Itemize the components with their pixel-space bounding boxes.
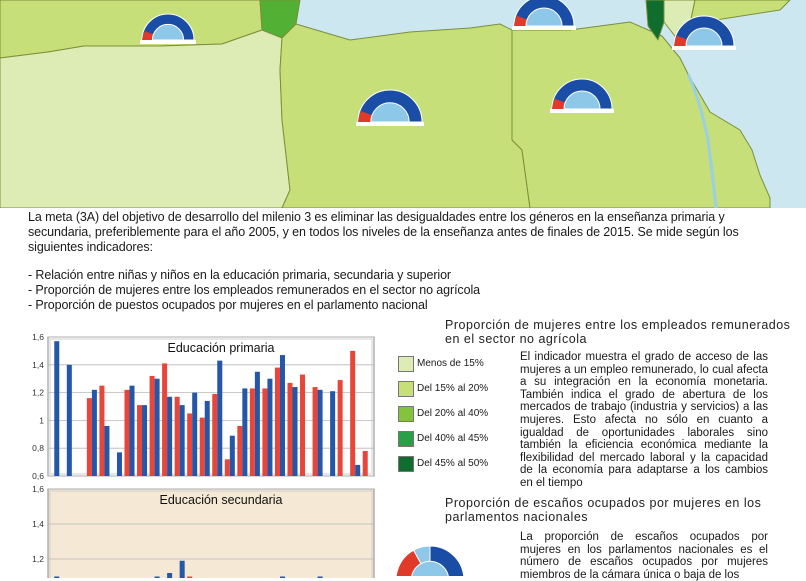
bar bbox=[104, 426, 109, 476]
primary-education-chart bbox=[4, 322, 380, 482]
region-map bbox=[0, 0, 806, 208]
indicator-item: - Proporción de mujeres entre los empleados remunerados en el sector no agrícola bbox=[28, 283, 480, 297]
bar bbox=[237, 426, 242, 476]
bar bbox=[99, 386, 104, 476]
secondary-education-chart bbox=[4, 478, 380, 578]
region-algeria bbox=[0, 30, 290, 208]
legend-label: Del 20% al 40% bbox=[417, 408, 489, 419]
bar bbox=[267, 379, 272, 476]
bar bbox=[280, 355, 285, 476]
chart-title: Educación primaria bbox=[167, 341, 275, 355]
bar bbox=[262, 388, 267, 476]
bar bbox=[217, 361, 222, 476]
legend-item bbox=[398, 456, 512, 472]
bar bbox=[67, 365, 72, 476]
bar bbox=[212, 394, 217, 476]
bar bbox=[87, 398, 92, 476]
bar bbox=[313, 387, 318, 476]
bar bbox=[338, 380, 343, 476]
bar bbox=[280, 577, 285, 579]
bar bbox=[155, 577, 160, 579]
legend-swatch bbox=[398, 406, 414, 422]
bar bbox=[167, 397, 172, 476]
bar bbox=[187, 413, 192, 476]
tick-label: 1,4 bbox=[32, 359, 44, 370]
legend-item bbox=[398, 431, 512, 447]
bar bbox=[92, 390, 97, 476]
legend-label: Del 15% al 20% bbox=[417, 383, 489, 394]
bar bbox=[162, 363, 167, 476]
parliament-description: La proporción de escaños ocupados por mujeres en los parlamentos nacionales es el número de escaños ocupados por mujeres miembros de la cámara única o baja de los bbox=[520, 531, 768, 581]
indicator-item: - Proporción de puestos ocupados por mujeres en el parlamento nacional bbox=[28, 298, 428, 312]
bar bbox=[293, 387, 298, 476]
bar bbox=[124, 390, 129, 476]
plot-area bbox=[48, 337, 374, 476]
legend-label: Del 40% al 45% bbox=[417, 433, 489, 444]
intro-text bbox=[28, 210, 776, 313]
bar bbox=[155, 379, 160, 476]
bar bbox=[200, 418, 205, 476]
legend-label: Del 45% al 50% bbox=[417, 458, 489, 469]
parliament-title: Proporción de escaños ocupados por mujeres en los parlamentos nacionales bbox=[445, 496, 762, 524]
legend-label: Menos de 15% bbox=[417, 358, 484, 369]
chart-title: Educación secundaria bbox=[159, 493, 283, 507]
legend-swatch bbox=[398, 381, 414, 397]
legend-item bbox=[398, 356, 512, 372]
bar bbox=[205, 401, 210, 476]
bar bbox=[175, 397, 180, 476]
bar bbox=[287, 383, 292, 476]
legend-item bbox=[398, 381, 512, 397]
bar bbox=[275, 368, 280, 476]
tick-label: 0,8 bbox=[32, 443, 44, 454]
bar bbox=[150, 376, 155, 476]
bar bbox=[137, 405, 142, 476]
bar bbox=[350, 351, 355, 476]
bar bbox=[225, 459, 230, 476]
tick-label: 1,6 bbox=[32, 484, 44, 494]
bar bbox=[54, 577, 59, 579]
bar bbox=[180, 405, 185, 476]
bar bbox=[130, 386, 135, 476]
tick-label: 1,6 bbox=[32, 332, 44, 342]
tick-label: 1,4 bbox=[32, 519, 44, 529]
tick-label: 1,2 bbox=[32, 554, 44, 564]
bar bbox=[230, 436, 235, 476]
tick-label: 1,2 bbox=[32, 387, 44, 398]
bar bbox=[330, 391, 335, 476]
bar bbox=[250, 388, 255, 476]
tick-label: 1 bbox=[39, 415, 44, 426]
parliament-pie-chart bbox=[388, 538, 472, 576]
bar bbox=[192, 393, 197, 476]
bar bbox=[54, 341, 59, 476]
bar bbox=[180, 561, 185, 578]
bar bbox=[255, 372, 260, 476]
bar bbox=[300, 375, 305, 476]
legend-swatch bbox=[398, 356, 414, 372]
employment-title: Proporción de mujeres entre los empleados remunerados en el sector no agrícola bbox=[445, 318, 791, 346]
tick-label: 0,6 bbox=[32, 471, 44, 481]
bar bbox=[363, 451, 368, 476]
bar bbox=[142, 405, 147, 476]
bar bbox=[187, 577, 192, 579]
bar bbox=[318, 390, 323, 476]
bar bbox=[318, 577, 323, 579]
indicator-item: - Relación entre niñas y niños en la educación primaria, secundaria y superior bbox=[28, 268, 451, 282]
indicator-list bbox=[28, 268, 776, 313]
intro-paragraph: La meta (3A) del objetivo de desarrollo del milenio 3 es eliminar las desigualdades entre los géneros en la enseñanza primaria y secundaria, preferiblemente para el año 2005, y en todos los niveles de la enseñanza antes de finales de 2015. Se mide según los siguientes indicadores: bbox=[28, 210, 739, 254]
legend-swatch bbox=[398, 456, 414, 472]
bar bbox=[242, 388, 247, 476]
legend-item bbox=[398, 406, 512, 422]
bar bbox=[117, 452, 122, 476]
employment-description: El indicador muestra el grado de acceso de las mujeres a un empleo remunerado, lo cual afecta a su integración en la economía monetaria. También indica el grado de abertura de los mercados de trabajo (industria y servicios) a las mujeres. Esto afecta no sólo en cuanto a igualdad de oportunidades laborales sino también la eficiencia económica mediante la flexibilidad del mercado laboral y la capacidad de la economía para adaptarse a los cambios en el tiempo bbox=[520, 351, 768, 489]
legend-swatch bbox=[398, 431, 414, 447]
bar bbox=[355, 465, 360, 476]
